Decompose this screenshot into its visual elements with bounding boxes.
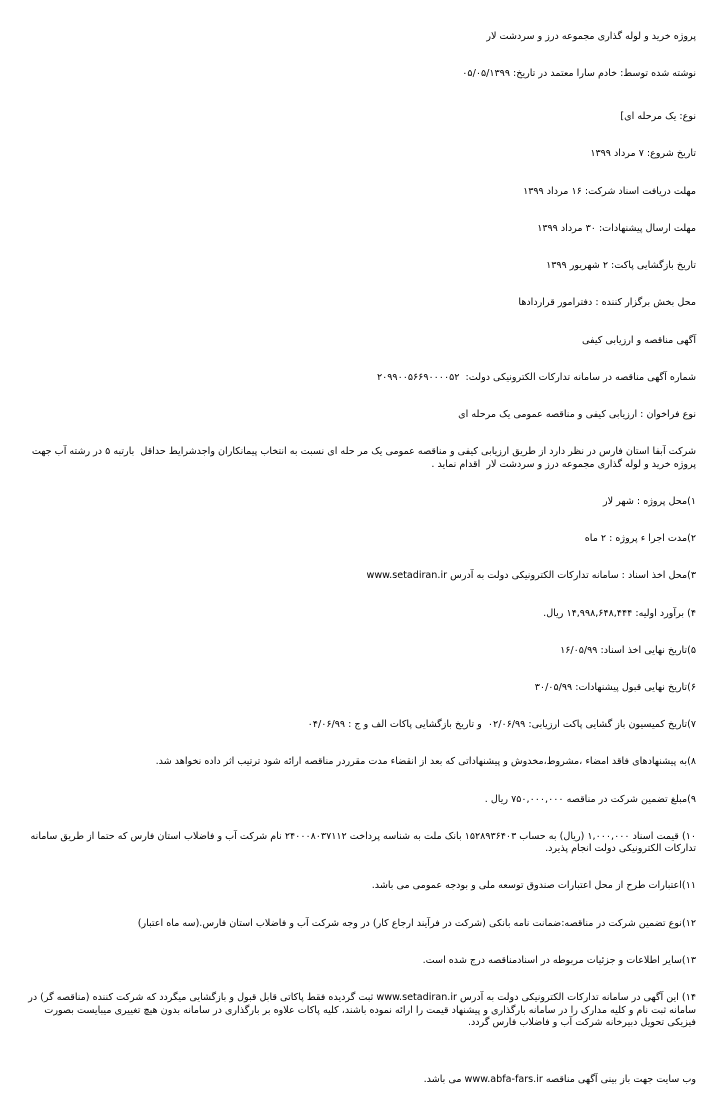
- item-document-source: ۳)محل اخذ اسناد : سامانه تدارکات الکترونیکی دولت به آدرس www.setadiran.ir: [366, 570, 696, 582]
- envelope-opening-date: تاریخ بازگشایی پاکت: ۲ شهریور ۱۳۹۹: [546, 260, 696, 272]
- start-date: تاریخ شروع: ۷ مرداد ۱۳۹۹: [590, 148, 696, 160]
- notice-heading: آگهی مناقصه و ارزیابی کیفی: [582, 334, 696, 346]
- item-funding-source: ۱۱)اعتبارات طرح از محل اعتبارات صندوق توسعه ملی و بودجه عمومی می باشد.: [371, 880, 696, 892]
- item-document-price: ۱۰) قیمت اسناد ۱,۰۰۰,۰۰۰ (ریال) به حساب ۱۵۲۸۹۳۶۴۰۳ بانک ملت به شناسه پرداخت ۲۴۰۰۰۸۰۳۷۱۱۲ نام شرکت آب و فاضلاب استان فارس که حتما از طریق سامانه تدارکات الکترونیکی دولت انجام پذیرد.: [27, 830, 696, 855]
- item-guarantee-amount: ۹)مبلغ تضمین شرکت در مناقصه ۷۵۰,۰۰۰,۰۰۰ ریال .: [484, 793, 696, 805]
- item-initial-estimate: ۴) برآورد اولیه: ۱۴,۹۹۸,۶۴۸,۴۴۴ ریال.: [543, 607, 696, 619]
- intro-paragraph: شرکت آبفا استان فارس در نظر دارد از طریق ارزیابی کیفی و مناقصه عمومی یک مر حله ای نسبت به انتخاب پیمانکاران واجدشرایط حداقل بارتبه ۵ در رشته آب جهت پروژه خرید و لوله گذاری مجموعه درز و سردشت لار اقدام نماید .: [25, 446, 696, 470]
- tender-number: شماره آگهی مناقصه در سامانه تدارکات الکترونیکی دولت: ۲۰۹۹۰۰۵۶۶۹۰۰۰۰۵۲: [376, 371, 696, 383]
- item-guarantee-type: ۱۲)نوع تضمین شرکت در مناقصه:ضمانت نامه بانکی (شرکت در فرآیند ارجاع کار) در وجه شرکت آب و فاضلاب استان فارس.(سه ماه اعتبار): [137, 917, 696, 929]
- item-registration-note: ۱۴) این آگهی در سامانه تدارکات الکترونیکی دولت به آدرس www.setadiran.ir ثبت گردیده فقط پاکاتی قابل قبول و بازگشایی میگردد که شرکت کننده (مناقصه گر) در سامانه ثبت نام و کلیه مدارک را در سامانه بارگذاری و پیشنهاد قیمت را ارائه نموده باشند، کلیه پاکات علاوه بر بارگذاری در سامانه بدون هیچ تغییری میبایست بصورت فیزیکی تحویل دبیرخانه شرکت آب و فاضلاب فارس گردد.: [25, 992, 696, 1028]
- website-line: وب سایت جهت باز بینی آگهی مناقصه www.abfa-fars.ir می باشد.: [423, 1074, 696, 1086]
- item-commission-date: ۷)تاریخ کمیسیون باز گشایی پاکت ارزیابی: ۰۲/۰۶/۹۹ و تاریخ بازگشایی پاکات الف و ج : ۰۴/۰۶/۹۹: [307, 719, 696, 731]
- notice-title: پروژه خرید و لوله گذاری مجموعه درز و سردشت لار: [486, 30, 696, 42]
- call-type: نوع فراخوان : ارزیابی کیفی و مناقصه عمومی یک مرحله ای: [458, 409, 696, 420]
- author-line: نوشته شده توسط: خادم سارا معتمد در تاریخ: ۰۵/۰۵/۱۳۹۹: [462, 68, 696, 80]
- item-project-location: ۱)محل پروژه : شهر لار: [602, 495, 696, 507]
- item-duration: ۲)مدت اجرا ء پروژه : ۲ ماه: [584, 533, 696, 545]
- tender-type: نوع: یک مرحله ای]: [620, 111, 696, 123]
- document-receipt-deadline: مهلت دریافت اسناد شرکت: ۱۶ مرداد ۱۳۹۹: [523, 185, 696, 197]
- item-final-document-date: ۵)تاریخ نهایی اخذ اسناد: ۱۶/۰۵/۹۹: [560, 644, 696, 656]
- item-invalid-proposals: ۸)به پیشنهادهای فاقد امضاء ،مشروط،مخدوش و پیشنهاداتی که بعد از انقضاء مدت مقرردر مناقصه ارائه شود ترتیب اثر داده نخواهد شد.: [155, 756, 696, 768]
- item-other-info: ۱۳)سایر اطلاعات و جزئیات مربوطه در اسنادمناقصه درج شده است.: [422, 954, 696, 966]
- proposal-submission-deadline: مهلت ارسال پیشنهادات: ۳۰ مرداد ۱۳۹۹: [537, 222, 696, 234]
- organizing-department: محل بخش برگزار کننده : دفترامور قراردادها: [518, 297, 696, 309]
- item-final-proposal-date: ۶)تاریخ نهایی قبول پیشنهادات: ۳۰/۰۵/۹۹: [534, 681, 696, 693]
